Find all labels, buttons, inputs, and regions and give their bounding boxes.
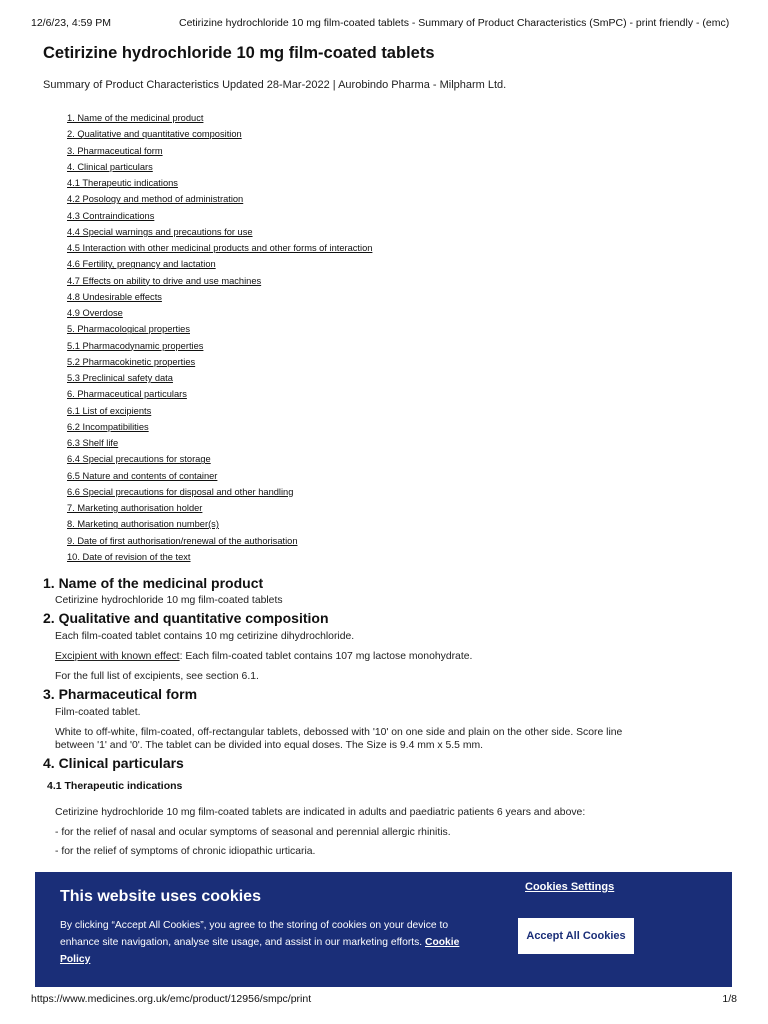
cookie-banner-body [60,918,490,968]
toc-link[interactable]: 5.3 Preclinical safety data [67,373,173,383]
toc-item [67,386,372,402]
toc-link[interactable]: 4.4 Special warnings and precautions for use [67,226,253,237]
section-heading-3: 3. Pharmaceutical form [43,686,198,702]
excipient-text: : Each film-coated tablet contains 107 mg lactose monohydrate. [179,651,473,662]
toc-item [67,533,372,549]
toc-item [67,435,372,451]
toc-link[interactable]: 4.9 Overdose [67,308,123,318]
cookie-banner-text: By clicking “Accept All Cookies”, you agree to the storing of cookies on your device to enhance site navigation, analyse site usage, and assist in our marketing efforts. [60,920,449,948]
toc-link[interactable]: 4.7 Effects on ability to drive and use machines [67,275,262,286]
toc-item [67,321,372,337]
toc-link[interactable]: 10. Date of revision of the text [67,551,191,562]
subsection-heading-4-1: 4.1 Therapeutic indications [47,780,183,792]
toc-link[interactable]: 8. Marketing authorisation number(s) [67,519,219,530]
toc-item [67,110,372,126]
toc-item [67,549,372,565]
toc-link[interactable]: 4.8 Undesirable effects [67,291,162,302]
toc-item [67,370,372,386]
cookie-banner-title: This website uses cookies [60,888,261,905]
toc-item [67,240,372,256]
print-datetime: 12/6/23, 4:59 PM [31,17,111,29]
document-subtitle: Summary of Product Characteristics Updated 28-Mar-2022 | Aurobindo Pharma - Milpharm Ltd. [43,79,507,91]
toc-link[interactable]: 4. Clinical particulars [67,161,153,172]
section-4-1-text-3: - for the relief of symptoms of chronic idiopathic urticaria. [55,846,316,857]
toc-item [67,208,372,224]
toc-link[interactable]: 1. Name of the medicinal product [67,113,204,123]
toc-item [67,126,372,142]
toc-link[interactable]: 4.2 Posology and method of administration [67,194,244,205]
cookie-policy-link[interactable]: Cookie Policy [60,936,460,965]
toc-item [67,419,372,435]
toc-link[interactable]: 3. Pharmaceutical form [67,145,163,156]
toc-item [67,516,372,532]
toc-item [67,289,372,305]
print-footer [31,993,737,1005]
cookies-settings-link[interactable]: Cookies Settings [525,881,615,893]
toc-link[interactable]: 6.4 Special precautions for storage [67,454,211,465]
toc-link[interactable]: 6.2 Incompatibilities [67,421,149,432]
toc-item [67,305,372,321]
toc-item [67,451,372,467]
toc-item [67,191,372,207]
toc-item [67,468,372,484]
toc-item [67,500,372,516]
toc-link[interactable]: 6.1 List of excipients [67,405,152,416]
toc-item [67,403,372,419]
toc-item [67,256,372,272]
toc-link[interactable]: 6.3 Shelf life [67,438,119,448]
print-url: https://www.medicines.org.uk/emc/product/12956/smpc/print [31,993,312,1005]
toc-item [67,175,372,191]
toc-link[interactable]: 5.2 Pharmacokinetic properties [67,356,196,367]
toc-link[interactable]: 4.6 Fertility, pregnancy and lactation [67,259,216,270]
accept-all-cookies-button[interactable]: Accept All Cookies [518,918,634,954]
print-page-number: 1/8 [722,993,737,1005]
toc-item [67,338,372,354]
section-2-text-1: Each film-coated tablet contains 10 mg cetirizine dihydrochloride. [55,631,355,642]
toc-item [67,484,372,500]
page-title: Cetirizine hydrochloride 10 mg film-coated tablets [43,44,435,62]
toc-item [67,354,372,370]
section-4-1-text-1: Cetirizine hydrochloride 10 mg film-coated tablets are indicated in adults and paediatric patients 6 years and above: [55,807,586,818]
section-2-text-3: For the full list of excipients, see section 6.1. [55,671,259,682]
cookie-banner [35,872,732,987]
toc-link[interactable]: 7. Marketing authorisation holder [67,503,203,513]
toc-item [67,159,372,175]
section-heading-1: 1. Name of the medicinal product [43,575,264,591]
section-3-text-1: Film-coated tablet. [55,707,141,718]
toc-link[interactable]: 5.1 Pharmacodynamic properties [67,340,204,351]
section-2-excipient [55,650,635,663]
toc-link[interactable]: 6.6 Special precautions for disposal and other handling [67,486,294,497]
section-heading-4: 4. Clinical particulars [43,755,184,771]
toc-item [67,224,372,240]
excipient-label: Excipient with known effect [55,651,180,662]
print-page-title: Cetirizine hydrochloride 10 mg film-coated tablets - Summary of Product Characteristics (SmPC) - print friendly - (emc) [179,17,730,29]
toc-link[interactable]: 9. Date of first authorisation/renewal of the authorisation [67,535,298,546]
toc-link[interactable]: 4.5 Interaction with other medicinal products and other forms of interaction [67,243,373,253]
section-1-text: Cetirizine hydrochloride 10 mg film-coated tablets [55,595,283,606]
section-3-text-2: White to off-white, film-coated, off-rectangular tablets, debossed with '10' on one side and plain on the other side. Score line between '1' and '0'. The tablet can be divided into equal doses. The Size is 9.4 mm x 5.5 mm. [55,727,623,752]
toc-item [67,273,372,289]
table-of-contents [67,110,372,565]
section-heading-2: 2. Qualitative and quantitative composition [43,610,329,626]
toc-link[interactable]: 6. Pharmaceutical particulars [67,389,187,400]
toc-link[interactable]: 2. Qualitative and quantitative composition [67,129,242,140]
toc-item [67,143,372,159]
toc-link[interactable]: 5. Pharmacological properties [67,324,190,335]
toc-link[interactable]: 6.5 Nature and contents of container [67,470,218,481]
section-4-1-text-2: - for the relief of nasal and ocular symptoms of seasonal and perennial allergic rhinitis. [55,827,451,838]
toc-link[interactable]: 4.1 Therapeutic indications [67,178,178,188]
toc-link[interactable]: 4.3 Contraindications [67,210,155,221]
